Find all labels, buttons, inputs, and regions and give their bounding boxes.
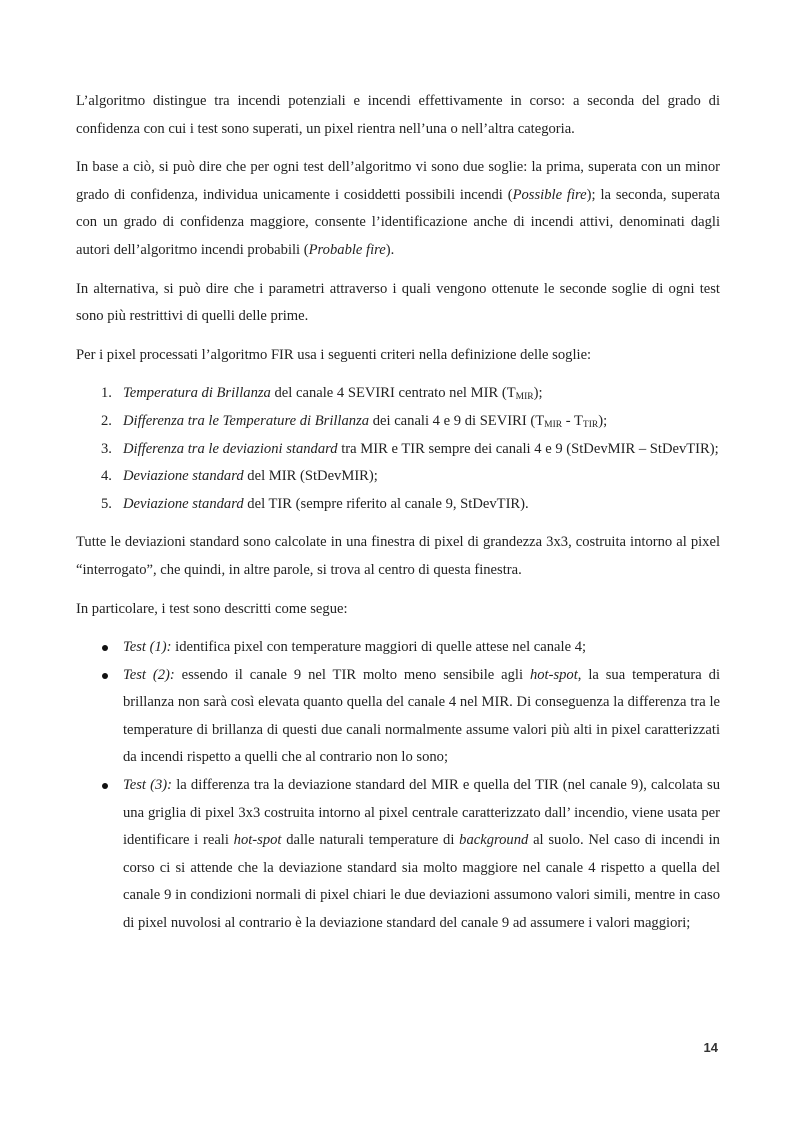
text-segment: identifica pixel con temperature maggiori di quelle attese nel canale 4; bbox=[171, 639, 587, 656]
text-segment: del MIR (StDevMIR); bbox=[243, 468, 378, 485]
test-label: Test (1): bbox=[123, 639, 172, 656]
bullet-icon bbox=[102, 783, 108, 789]
text-segment: - T bbox=[562, 412, 583, 429]
text-segment: In base a ciò, si può dire che per ogni test dell’algoritmo vi sono due soglie: la prima, superata con un minor grado di confidenza, individua unicamente i cosiddetti possibili incendi ( bbox=[76, 159, 720, 203]
list-number: 4. bbox=[101, 468, 112, 485]
list-item bbox=[76, 772, 720, 938]
list-item bbox=[76, 408, 720, 436]
test-label: Test (2): bbox=[123, 666, 175, 683]
text-segment: dei canali 4 e 9 di SEVIRI (T bbox=[369, 412, 545, 429]
term-possible-fire: Possible fire bbox=[512, 186, 587, 203]
subscript: MIR bbox=[544, 419, 563, 430]
bullet-icon bbox=[102, 645, 108, 651]
text-segment: ); bbox=[598, 412, 608, 429]
emphasis: background bbox=[459, 832, 529, 849]
list-item bbox=[76, 436, 720, 464]
list-number: 3. bbox=[101, 440, 112, 457]
test-label: Test (3): bbox=[123, 777, 173, 794]
bullet-icon bbox=[102, 673, 108, 679]
list-number: 1. bbox=[101, 385, 112, 402]
criterion-term: Temperatura di Brillanza bbox=[123, 385, 271, 402]
document-body bbox=[76, 88, 720, 938]
paragraph-criteria-intro: Per i pixel processati l’algoritmo FIR usa i seguenti criteri nella definizione delle soglie: bbox=[76, 346, 592, 363]
text-segment: ). bbox=[385, 241, 395, 258]
criterion-term: Differenza tra le Temperature di Brillanza bbox=[123, 412, 370, 429]
criterion-term: Deviazione standard bbox=[123, 468, 244, 485]
subscript: TIR bbox=[582, 419, 599, 430]
paragraph-intro: L’algoritmo distingue tra incendi potenziali e incendi effettivamente in corso: a seconda del grado di confidenza con cui i test sono superati, un pixel rientra nell’una o nell’altra categoria. bbox=[76, 93, 720, 137]
list-item bbox=[76, 634, 720, 662]
paragraph-thresholds bbox=[76, 154, 720, 264]
page-number: 14 bbox=[703, 1040, 718, 1055]
list-item bbox=[76, 491, 720, 519]
list-item bbox=[76, 380, 720, 408]
list-item bbox=[76, 463, 720, 491]
text-segment: , la sua temperatura di brillanza non sarà così elevata quanto quella del canale 4 nel MIR. Di conseguenza la differenza tra le temperature di brillanza di questi due canali normalmente assume valori più alti in pixel caratterizzati da incendi rispetto a quelli che al contrario non lo sono; bbox=[123, 666, 721, 766]
list-item bbox=[76, 662, 720, 772]
list-number: 5. bbox=[101, 495, 112, 512]
paragraph-tests-intro: In particolare, i test sono descritti come segue: bbox=[76, 600, 348, 617]
criterion-term: Differenza tra le deviazioni standard bbox=[123, 440, 338, 457]
text-segment: dalle naturali temperature di bbox=[281, 832, 460, 849]
subscript: MIR bbox=[515, 392, 534, 403]
paragraph-alternative: In alternativa, si può dire che i parametri attraverso i quali vengono ottenute le seconde soglie di ogni test sono più restrittivi di quelli delle prime. bbox=[76, 280, 720, 325]
text-segment: al suolo. Nel caso di incendi in corso ci si attende che la deviazione standard sia molto maggiore nel canale 4 rispetto a quella del canale 9 in condizioni normali di pixel chiari le due deviazioni assumono valori simili, mentre in caso di pixel nuvolosi al contrario è la deviazione standard del canale 9 ad assumere i valori maggiori; bbox=[123, 832, 720, 932]
text-segment: del canale 4 SEVIRI centrato nel MIR (T bbox=[270, 385, 516, 402]
text-segment: ); bbox=[533, 385, 543, 402]
text-segment: ); la seconda, superata con un grado di confidenza maggiore, consente l’identificazione anche di incendi attivi, denominati dagli autori dell’algoritmo incendi probabili ( bbox=[76, 186, 720, 258]
criteria-list bbox=[76, 380, 720, 518]
text-segment: essendo il canale 9 nel TIR molto meno sensibile agli bbox=[174, 666, 530, 683]
tests-list bbox=[76, 634, 720, 938]
term-probable-fire: Probable fire bbox=[308, 241, 386, 258]
emphasis: hot-spot bbox=[529, 666, 578, 683]
text-segment: la differenza tra la deviazione standard del MIR e quella del TIR (nel canale 9), calcolata su una griglia di pixel 3x3 costruita intorno al pixel centrale caratterizzato dall’ incendio, viene usata per identificare i reali bbox=[123, 777, 720, 849]
text-segment: del TIR (sempre riferito al canale 9, StDevTIR). bbox=[243, 495, 529, 512]
text-segment: tra MIR e TIR sempre dei canali 4 e 9 (StDevMIR – StDevTIR); bbox=[337, 440, 719, 457]
paragraph-window: Tutte le deviazioni standard sono calcolate in una finestra di pixel di grandezza 3x3, costruita intorno al pixel “interrogato”, che quindi, in altre parole, si trova al centro di questa finestra. bbox=[76, 534, 720, 578]
list-number: 2. bbox=[101, 412, 112, 429]
emphasis: hot-spot bbox=[233, 832, 282, 849]
criterion-term: Deviazione standard bbox=[123, 495, 244, 512]
